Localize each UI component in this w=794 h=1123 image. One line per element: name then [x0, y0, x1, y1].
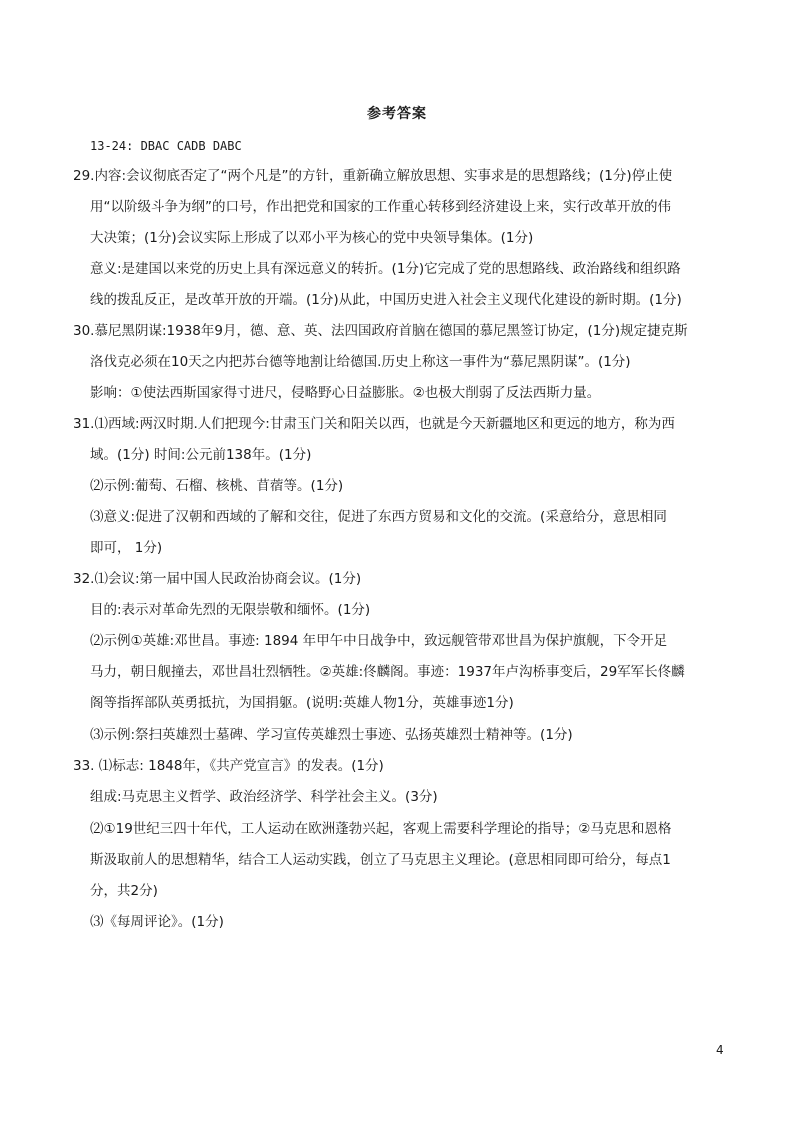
answer-line-30-1: 30.慕尼黑阴谋:1938年9月，德、意、英、法四国政府首脑在德国的慕尼黑签订协定，(1分)规定捷克斯	[73, 323, 688, 339]
answer-line-29-4: 意义:是建国以来党的历史上具有深远意义的转折。(1分)它完成了党的思想路线、政治路线和组织路	[90, 261, 681, 277]
page-title: 参考答案	[367, 106, 427, 122]
answer-line-32-4: 马力，朝日舰撞去，邓世昌壮烈牺牲。②英雄:佟麟阁。事迹：1937年卢沟桥事变后，29军军长佟麟	[90, 664, 685, 680]
answer-line-32-5: 阁等指挥部队英勇抵抗，为国捐躯。(说明:英雄人物1分，英雄事迹1分)	[90, 695, 514, 711]
answer-line-30-2: 洛伐克必须在10天之内把苏台德等地割让给德国.历史上称这一事件为“慕尼黑阴谋”。(1分)	[90, 354, 631, 370]
answer-line-33-1: 33. ⑴标志: 1848年，《共产党宣言》的发表。(1分)	[73, 758, 384, 774]
answer-line-31-3: ⑵示例:葡萄、石榴、核桃、苜蓿等。(1分)	[90, 478, 344, 494]
answer-line-29-5: 线的拨乱反正，是改革开放的开端。(1分)从此，中国历史进入社会主义现代化建设的新时期。(1分)	[90, 292, 682, 308]
answer-line-29-3: 大决策；(1分)会议实际上形成了以邓小平为核心的党中央领导集体。(1分)	[90, 230, 534, 246]
answer-line-33-3: ⑵①19世纪三四十年代，工人运动在欧洲蓬勃兴起，客观上需要科学理论的指导；②马克思和恩格	[90, 821, 672, 837]
answer-line-32-3: ⑵示例①英雄:邓世昌。事迹: 1894 年甲午中日战争中，致远舰管带邓世昌为保护旗舰，下令开足	[90, 633, 668, 649]
answer-line-33-4: 斯汲取前人的思想精华，结合工人运动实践，创立了马克思主义理论。(意思相同即可给分，每点1	[90, 852, 671, 868]
answer-line-29-2: 用“以阶级斗争为纲”的口号，作出把党和国家的工作重心转移到经济建设上来，实行改革开放的伟	[90, 199, 671, 215]
answer-line-31-5: 即可， 1分)	[90, 540, 163, 556]
answer-line-32-1: 32.⑴会议:第一届中国人民政治协商会议。(1分)	[73, 571, 362, 587]
answer-line-32-6: ⑶示例:祭扫英雄烈士墓碑、学习宣传英雄烈士事迹、弘扬英雄烈士精神等。(1分)	[90, 727, 573, 743]
answer-line-33-5: 分，共2分)	[90, 883, 158, 899]
answer-line-30-3: 影响：①使法西斯国家得寸进尺，侵略野心日益膨胀。②也极大削弱了反法西斯力量。	[90, 385, 601, 401]
answer-line-29-1: 29.内容:会议彻底否定了“两个凡是”的方针，重新确立解放思想、实事求是的思想路线；(1分)停止使	[73, 168, 673, 184]
answer-line-31-2: 域。(1分) 时间:公元前138年。(1分)	[90, 447, 312, 463]
answer-line-33-2: 组成:马克思主义哲学、政治经济学、科学社会主义。(3分)	[90, 789, 438, 805]
answer-line-31-1: 31.⑴西域:两汉时期.人们把现今:甘肃玉门关和阳关以西，也就是今天新疆地区和更远的地方，称为西	[73, 416, 675, 432]
answer-line-33-6: ⑶《每周评论》。(1分)	[90, 914, 224, 930]
answer-line-mc: 13-24: DBAC CADB DABC	[90, 139, 242, 153]
page-number: 4	[716, 1043, 724, 1057]
answer-line-32-2: 目的:表示对革命先烈的无限崇敬和缅怀。(1分)	[90, 602, 371, 618]
answer-line-31-4: ⑶意义:促进了汉朝和西域的了解和交往，促进了东西方贸易和文化的交流。(采意给分，意思相同	[90, 509, 667, 525]
